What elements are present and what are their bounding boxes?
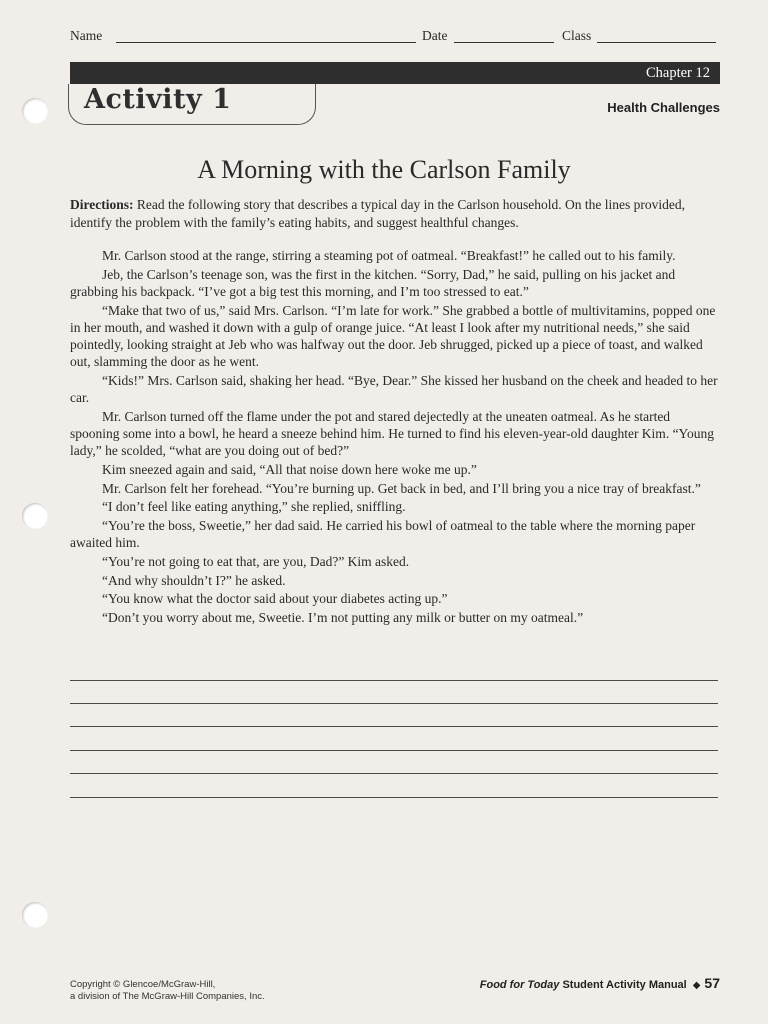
chapter-band xyxy=(70,62,720,84)
story-paragraph: “Don’t you worry about me, Sweetie. I’m not putting any milk or butter on my oatmeal.” xyxy=(102,610,584,626)
story-paragraph: “Make that two of us,” said Mrs. Carlson. “I’m late for work.” She grabbed a bottle of multivitamins, popped one in her mouth, and washed it down with a gulp of orange juice. “At least I look after my nutritional needs,” she said pointedly, looking straight at Jeb who was halfway out the door. Jeb shrugged, picked up a piece of toast, and walked out, slamming the door as he went. xyxy=(70,302,716,370)
answer-line-3[interactable] xyxy=(70,726,718,727)
answer-line-5[interactable] xyxy=(70,773,718,774)
diamond-icon: ◆ xyxy=(692,980,701,991)
story-paragraph: Mr. Carlson turned off the flame under the pot and stared dejectedly at the uneaten oatmeal. As he started spooning some into a bowl, he heard a sneeze behind him. He turned to find his eleven-year-old daughter Kim. “Young lady,” he scolded, “what are you doing out of bed?” xyxy=(70,408,714,459)
story-paragraph: “You’re the boss, Sweetie,” her dad said. He carried his bowl of oatmeal to the table where the morning paper awaited him. xyxy=(70,518,696,551)
name-label: Name xyxy=(70,28,103,43)
directions-text: Read the following story that describes a typical day in the Carlson household. On the lines provided, identify the problem with the family’s eating habits, and suggest healthful changes. xyxy=(70,197,686,230)
activity-subtitle: Health Challenges xyxy=(607,100,720,115)
page-title: A Morning with the Carlson Family xyxy=(197,155,571,184)
copyright-line-2: a division of The McGraw-Hill Companies, Inc. xyxy=(70,991,265,1002)
story-paragraph: Mr. Carlson stood at the range, stirring a steaming pot of oatmeal. “Breakfast!” he called out to his family. xyxy=(102,248,676,263)
class-field-line[interactable] xyxy=(597,42,716,43)
story-paragraph: Mr. Carlson felt her forehead. “You’re burning up. Get back in bed, and I’ll bring you a nice tray of breakfast.” xyxy=(102,480,701,496)
story-paragraph: “You’re not going to eat that, are you, Dad?” Kim asked. xyxy=(102,553,410,569)
chapter-label: Chapter 12 xyxy=(645,65,710,81)
date-label: Date xyxy=(422,28,448,43)
activity-title: Activity 1 xyxy=(84,84,232,115)
copyright xyxy=(70,979,265,1003)
story-paragraph: Jeb, the Carlson’s teenage son, was the first in the kitchen. “Sorry, Dad,” he said, pulling on his jacket and grabbing his backpack. “I’ve got a big test this morning, and I’m too stressed to eat.” xyxy=(70,266,676,299)
directions xyxy=(70,196,720,231)
binder-hole-middle xyxy=(22,503,48,529)
class-label: Class xyxy=(562,28,592,43)
binder-hole-bottom xyxy=(22,902,48,928)
answer-line-4[interactable] xyxy=(70,750,718,751)
header-fields xyxy=(70,28,720,48)
page-footer xyxy=(480,975,720,991)
answer-line-2[interactable] xyxy=(70,703,718,704)
date-field-line[interactable] xyxy=(454,42,554,43)
copyright-line-1: Copyright © Glencoe/McGraw-Hill, xyxy=(70,979,216,990)
answer-line-1[interactable] xyxy=(70,680,718,681)
story-paragraph: “And why shouldn’t I?” he asked. xyxy=(102,572,286,588)
name-field-line[interactable] xyxy=(116,42,416,43)
story-paragraph: “You know what the doctor said about your diabetes acting up.” xyxy=(102,591,448,607)
book-title: Food for Today xyxy=(479,979,560,991)
story-paragraph: “Kids!” Mrs. Carlson said, shaking her head. “Bye, Dear.” She kissed her husband on the cheek and headed to her car. xyxy=(70,372,718,406)
page-number: 57 xyxy=(704,975,720,991)
story-paragraph: Kim sneezed again and said, “All that noise down here woke me up.” xyxy=(102,461,477,477)
answer-line-6[interactable] xyxy=(70,797,718,798)
manual-title: Student Activity Manual xyxy=(559,979,687,991)
story-text xyxy=(70,247,720,628)
story-paragraph: “I don’t feel like eating anything,” she replied, sniffling. xyxy=(102,499,406,515)
binder-hole-top xyxy=(22,98,48,124)
directions-label: Directions: xyxy=(70,197,134,212)
